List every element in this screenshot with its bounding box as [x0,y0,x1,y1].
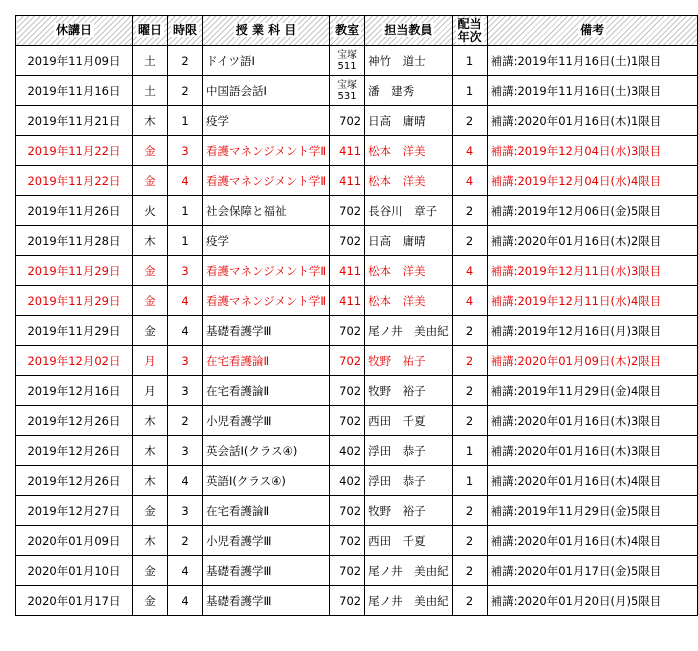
header-date: 休講日 [16,16,133,46]
room-cell: 702 [330,406,365,436]
table-row [16,166,698,196]
table-row [16,496,698,526]
year-cell: 4 [452,286,487,316]
teacher-cell: 尾ノ井 美由紀 [365,556,453,586]
table-row [16,316,698,346]
teacher-cell: 長谷川 章子 [365,196,453,226]
weekday-cell: 土 [133,76,168,106]
note-cell: 補講:2020年01月16日(木)4限目 [487,526,697,556]
room-cell: 411 [330,136,365,166]
weekday-cell: 金 [133,166,168,196]
year-cell: 2 [452,406,487,436]
schedule-container [15,15,698,616]
table-row [16,526,698,556]
year-cell: 4 [452,136,487,166]
teacher-cell: 尾ノ井 美由紀 [365,316,453,346]
table-row [16,196,698,226]
teacher-cell: 松本 洋美 [365,256,453,286]
year-cell: 1 [452,76,487,106]
period-cell: 3 [168,256,203,286]
date-cell: 2020年01月17日 [16,586,133,616]
header-room: 教室 [330,16,365,46]
date-cell: 2019年12月26日 [16,406,133,436]
room-cell: 702 [330,496,365,526]
teacher-cell: 浮田 恭子 [365,436,453,466]
year-cell: 2 [452,376,487,406]
room-number: 531 [337,90,357,102]
room-cell: 702 [330,586,365,616]
subject-cell: 基礎看護学Ⅲ [203,586,330,616]
room-cell: 702 [330,526,365,556]
room-cell: 702 [330,196,365,226]
period-cell: 4 [168,556,203,586]
note-cell: 補講:2019年12月11日(水)4限目 [487,286,697,316]
subject-cell: 看護マネンジメント学Ⅱ [203,286,330,316]
table-row [16,106,698,136]
subject-cell: 英会話Ⅰ(クラス④) [203,436,330,466]
room-campus: 宝塚 [337,79,358,91]
date-cell: 2019年11月22日 [16,136,133,166]
subject-cell: 小児看護学Ⅲ [203,406,330,436]
date-cell: 2019年11月29日 [16,316,133,346]
teacher-cell: 松本 洋美 [365,286,453,316]
header-subject: 授 業 科 目 [203,16,330,46]
period-cell: 3 [168,436,203,466]
room-cell: 702 [330,346,365,376]
year-cell: 1 [452,466,487,496]
period-cell: 2 [168,406,203,436]
note-cell: 補講:2019年12月04日(水)3限目 [487,136,697,166]
teacher-cell: 日高 庸晴 [365,226,453,256]
year-cell: 2 [452,346,487,376]
period-cell: 2 [168,46,203,76]
note-cell: 補講:2020年01月09日(木)2限目 [487,346,697,376]
weekday-cell: 月 [133,346,168,376]
header-period: 時限 [168,16,203,46]
header-teacher: 担当教員 [365,16,453,46]
table-row [16,346,698,376]
year-cell: 2 [452,496,487,526]
weekday-cell: 木 [133,526,168,556]
weekday-cell: 木 [133,406,168,436]
subject-cell: 基礎看護学Ⅲ [203,316,330,346]
date-cell: 2019年11月22日 [16,166,133,196]
note-cell: 補講:2020年01月16日(木)3限目 [487,406,697,436]
table-body [16,46,698,616]
weekday-cell: 金 [133,286,168,316]
period-cell: 4 [168,316,203,346]
date-cell: 2019年12月16日 [16,376,133,406]
weekday-cell: 金 [133,496,168,526]
date-cell: 2019年12月02日 [16,346,133,376]
subject-cell: 在宅看護論Ⅱ [203,376,330,406]
header-weekday: 曜日 [133,16,168,46]
note-cell: 補講:2019年12月11日(水)3限目 [487,256,697,286]
weekday-cell: 金 [133,256,168,286]
table-row [16,406,698,436]
date-cell: 2019年12月26日 [16,466,133,496]
subject-cell: 看護マネンジメント学Ⅱ [203,256,330,286]
note-cell: 補講:2020年01月16日(木)1限目 [487,106,697,136]
year-cell: 1 [452,436,487,466]
period-cell: 3 [168,136,203,166]
period-cell: 1 [168,226,203,256]
date-cell: 2019年11月09日 [16,46,133,76]
weekday-cell: 金 [133,316,168,346]
subject-cell: 基礎看護学Ⅲ [203,556,330,586]
note-cell: 補講:2020年01月16日(木)2限目 [487,226,697,256]
table-row [16,136,698,166]
period-cell: 3 [168,496,203,526]
room-cell: 702 [330,316,365,346]
period-cell: 4 [168,466,203,496]
cancelled-classes-table [15,15,698,616]
year-cell: 2 [452,196,487,226]
note-cell: 補講:2019年11月16日(土)3限目 [487,76,697,106]
weekday-cell: 金 [133,556,168,586]
subject-cell: 疫学 [203,106,330,136]
date-cell: 2019年11月16日 [16,76,133,106]
teacher-cell: 松本 洋美 [365,136,453,166]
period-cell: 4 [168,166,203,196]
period-cell: 2 [168,76,203,106]
table-row [16,466,698,496]
weekday-cell: 火 [133,196,168,226]
date-cell: 2019年12月27日 [16,496,133,526]
period-cell: 4 [168,586,203,616]
teacher-cell: 尾ノ井 美由紀 [365,586,453,616]
note-cell: 補講:2019年11月29日(金)4限目 [487,376,697,406]
weekday-cell: 金 [133,586,168,616]
subject-cell: 小児看護学Ⅲ [203,526,330,556]
note-cell: 補講:2020年01月16日(木)4限目 [487,466,697,496]
note-cell: 補講:2019年11月16日(土)1限目 [487,46,697,76]
table-row [16,76,698,106]
teacher-cell: 牧野 裕子 [365,496,453,526]
weekday-cell: 木 [133,466,168,496]
subject-cell: ドイツ語Ⅰ [203,46,330,76]
teacher-cell: 牧野 裕子 [365,376,453,406]
table-row [16,256,698,286]
weekday-cell: 木 [133,226,168,256]
room-campus: 宝塚 [337,49,358,61]
note-cell: 補講:2019年12月04日(水)4限目 [487,166,697,196]
year-cell: 1 [452,46,487,76]
subject-cell: 社会保障と福祉 [203,196,330,226]
subject-cell: 在宅看護論Ⅱ [203,496,330,526]
weekday-cell: 金 [133,136,168,166]
note-cell: 補講:2020年01月16日(木)3限目 [487,436,697,466]
teacher-cell: 松本 洋美 [365,166,453,196]
period-cell: 3 [168,376,203,406]
teacher-cell: 西田 千夏 [365,526,453,556]
date-cell: 2019年11月21日 [16,106,133,136]
period-cell: 2 [168,526,203,556]
period-cell: 1 [168,196,203,226]
room-cell: 702 [330,106,365,136]
header-year: 配当 年次 [452,16,487,46]
room-cell [330,76,365,106]
date-cell: 2019年11月26日 [16,196,133,226]
room-cell: 411 [330,286,365,316]
subject-cell: 中国語会話Ⅰ [203,76,330,106]
year-cell: 2 [452,226,487,256]
table-row [16,226,698,256]
date-cell: 2020年01月10日 [16,556,133,586]
note-cell: 補講:2019年12月16日(月)3限目 [487,316,697,346]
note-cell: 補講:2020年01月17日(金)5限目 [487,556,697,586]
table-header-row [16,16,698,46]
teacher-cell: 神竹 道士 [365,46,453,76]
table-row [16,436,698,466]
room-cell: 702 [330,226,365,256]
teacher-cell: 浮田 恭子 [365,466,453,496]
weekday-cell: 土 [133,46,168,76]
teacher-cell: 日高 庸晴 [365,106,453,136]
date-cell: 2019年11月29日 [16,286,133,316]
period-cell: 4 [168,286,203,316]
room-cell: 402 [330,466,365,496]
year-cell: 2 [452,526,487,556]
room-cell: 411 [330,256,365,286]
weekday-cell: 木 [133,106,168,136]
date-cell: 2020年01月09日 [16,526,133,556]
date-cell: 2019年12月26日 [16,436,133,466]
weekday-cell: 月 [133,376,168,406]
year-cell: 2 [452,316,487,346]
note-cell: 補講:2019年12月06日(金)5限目 [487,196,697,226]
teacher-cell: 西田 千夏 [365,406,453,436]
table-row [16,586,698,616]
date-cell: 2019年11月29日 [16,256,133,286]
table-row [16,46,698,76]
note-cell: 補講:2019年11月29日(金)5限目 [487,496,697,526]
room-cell [330,46,365,76]
teacher-cell: 牧野 祐子 [365,346,453,376]
room-cell: 702 [330,556,365,586]
table-row [16,376,698,406]
room-cell: 702 [330,376,365,406]
header-note: 備考 [487,16,697,46]
room-number: 511 [337,60,357,72]
room-cell: 411 [330,166,365,196]
period-cell: 1 [168,106,203,136]
year-cell: 2 [452,586,487,616]
subject-cell: 看護マネンジメント学Ⅱ [203,136,330,166]
room-cell: 402 [330,436,365,466]
year-cell: 4 [452,166,487,196]
table-row [16,556,698,586]
subject-cell: 看護マネンジメント学Ⅱ [203,166,330,196]
date-cell: 2019年11月28日 [16,226,133,256]
teacher-cell: 潘 建秀 [365,76,453,106]
subject-cell: 在宅看護論Ⅱ [203,346,330,376]
year-cell: 2 [452,106,487,136]
subject-cell: 英語Ⅰ(クラス④) [203,466,330,496]
table-row [16,286,698,316]
subject-cell: 疫学 [203,226,330,256]
year-cell: 4 [452,256,487,286]
note-cell: 補講:2020年01月20日(月)5限目 [487,586,697,616]
period-cell: 3 [168,346,203,376]
weekday-cell: 木 [133,436,168,466]
year-cell: 2 [452,556,487,586]
